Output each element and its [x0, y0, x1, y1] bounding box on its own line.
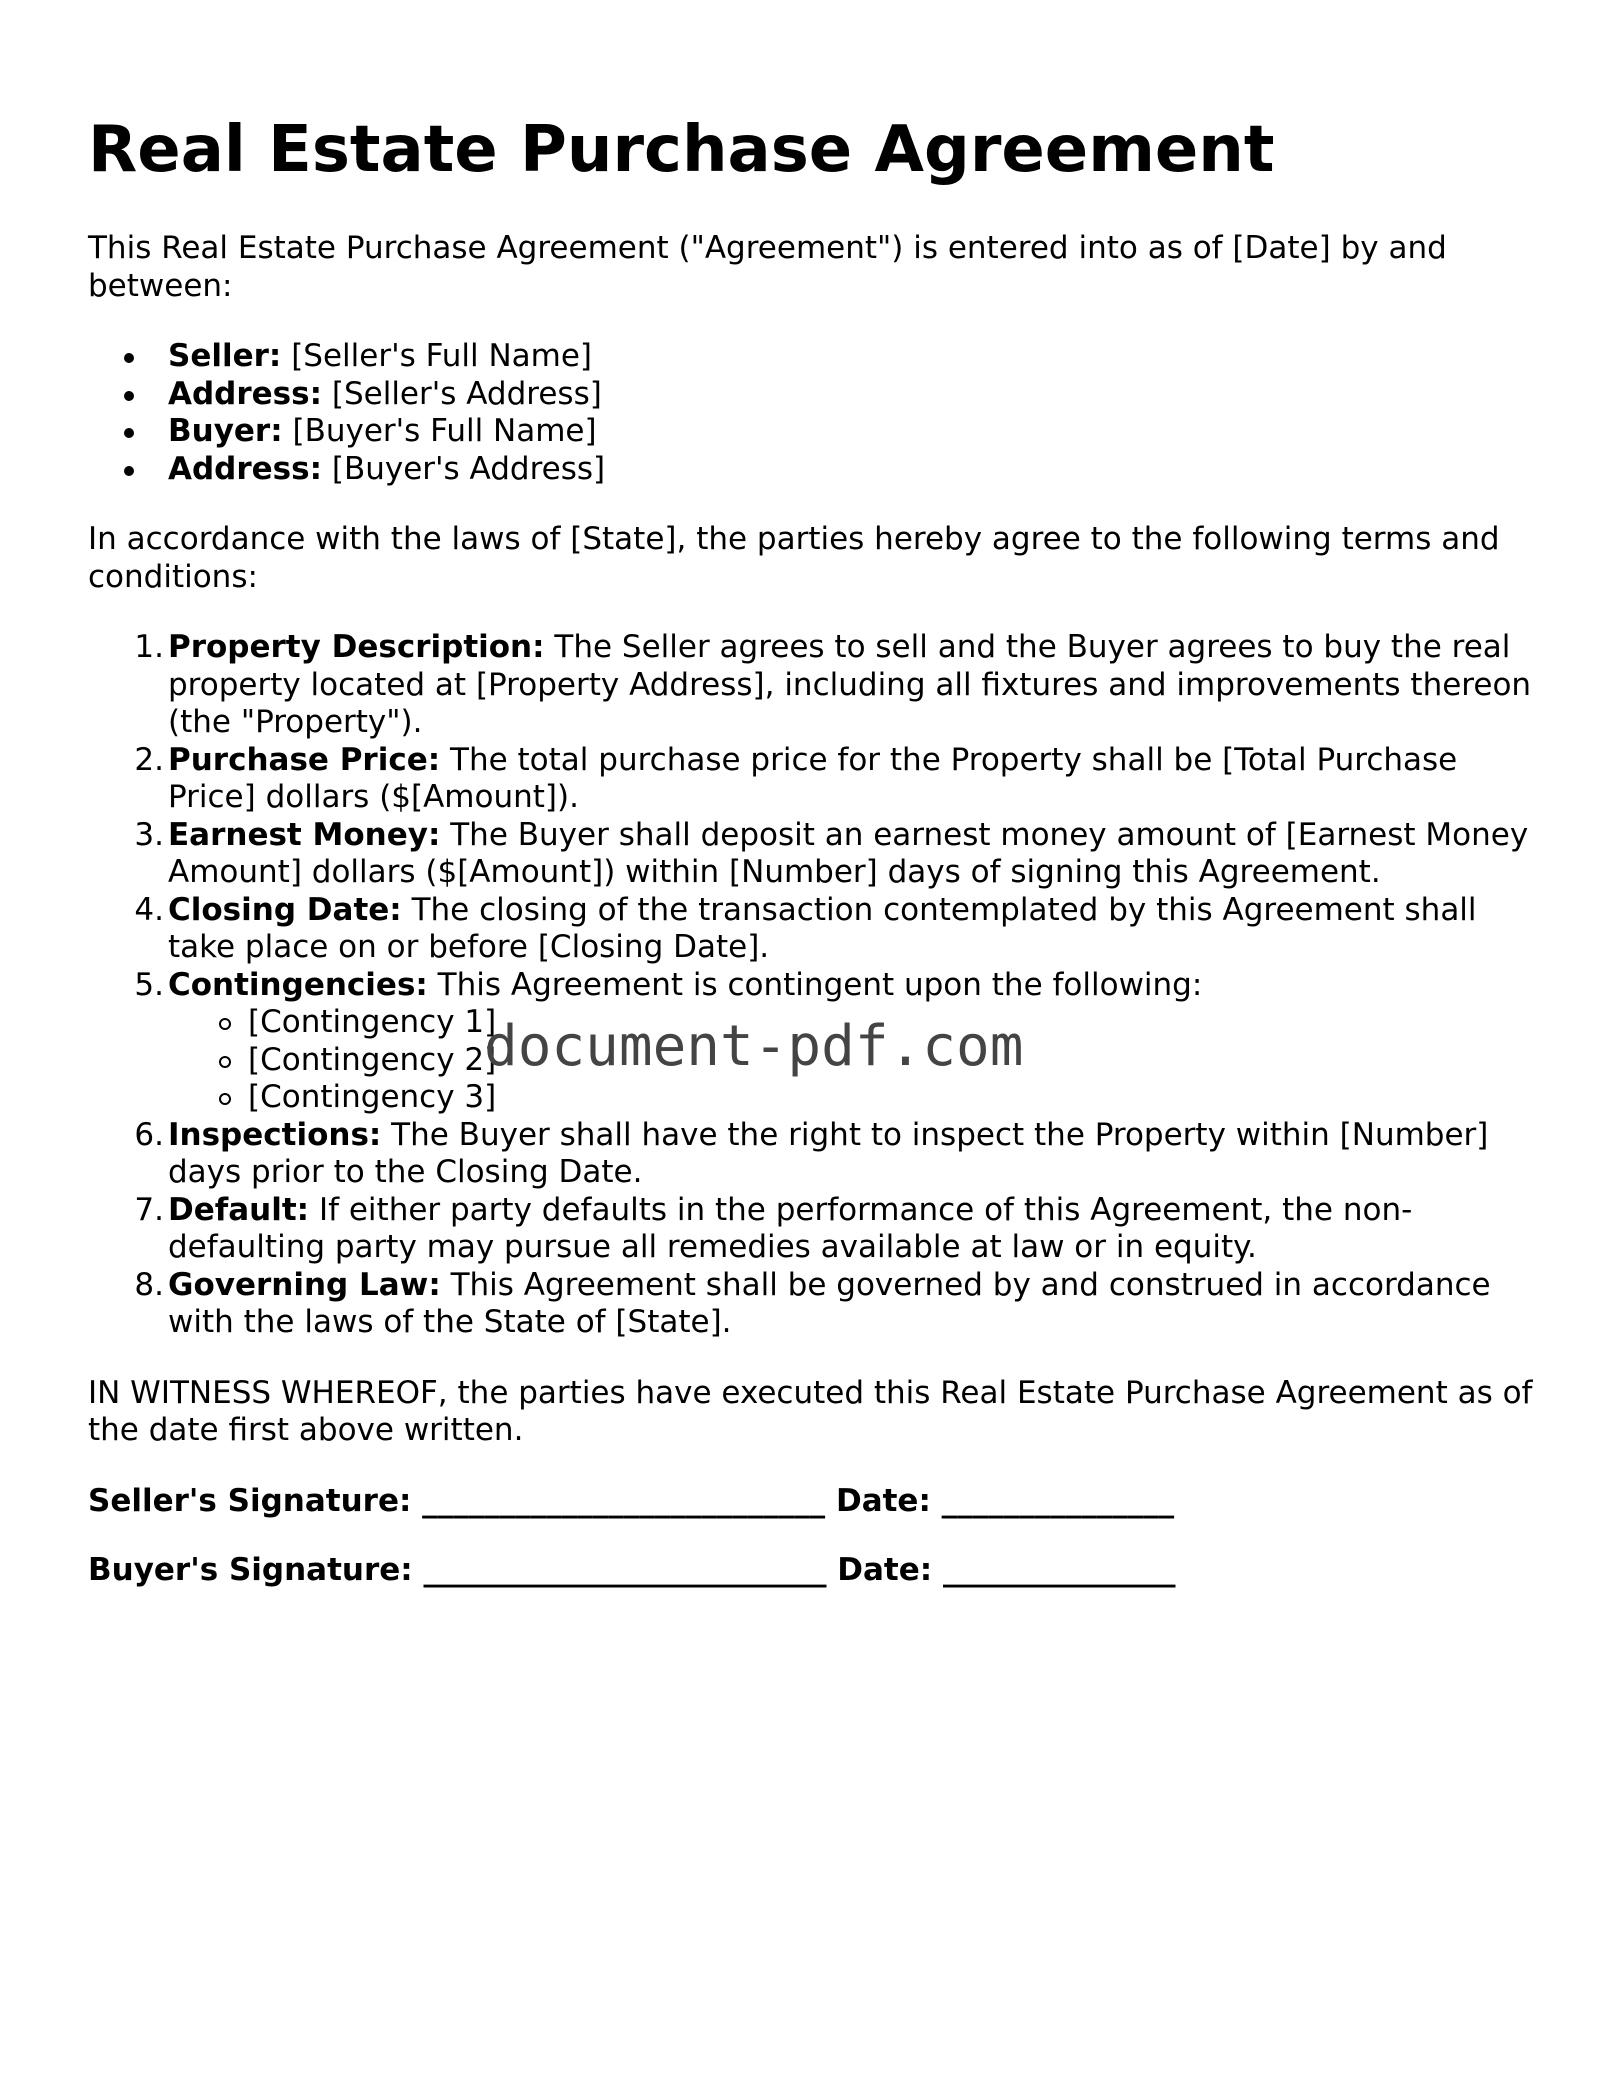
term-label: Property Description:: [168, 629, 545, 665]
party-label: Address:: [168, 450, 322, 487]
term-number: 8.: [134, 1266, 164, 1303]
term-text: This Agreement is contingent upon the following:: [437, 966, 1203, 1003]
party-label: Buyer:: [168, 413, 283, 449]
term-number: 2.: [134, 741, 164, 778]
buyer-signature-line: Buyer's Signature: __________________________ Date: _______________: [88, 1552, 1176, 1588]
party-value: [Seller's Address]: [331, 375, 602, 412]
law-intro-paragraph: In accordance with the laws of [State], the parties hereby agree to the following terms and conditions:: [88, 521, 1500, 595]
contingency-item: [Contingency 1]: [248, 1004, 1548, 1042]
witness-paragraph: IN WITNESS WHEREOF, the parties have executed this Real Estate Purchase Agreement as of the date first above written.: [88, 1374, 1533, 1448]
party-label: Address:: [168, 375, 322, 412]
contingency-item: [Contingency 2]: [248, 1042, 1548, 1080]
document-title: Real Estate Purchase Agreement: [88, 113, 1275, 187]
term-label: Default:: [168, 1191, 310, 1228]
term-label: Closing Date:: [168, 891, 402, 928]
watermark-text: document-pdf.com: [484, 1014, 1024, 1079]
term-item: [134, 1266, 1548, 1342]
document-page: [88, 0, 1548, 1590]
term-number: 5.: [134, 966, 164, 1003]
term-text: The total purchase price for the Property shall be [Total Purchase Price] dollars ($[Amount]).: [168, 741, 1458, 815]
term-text: The Seller agrees to sell and the Buyer agrees to buy the real property located at [Property Address], including all fixtures and improvements thereon (the "Property").: [168, 629, 1532, 740]
seller-signature-line: Seller's Signature: __________________________ Date: _______________: [88, 1482, 1175, 1519]
term-item: [134, 629, 1548, 742]
list-item: [168, 413, 1548, 451]
term-number: 1.: [134, 629, 164, 665]
list-item: [168, 338, 1548, 376]
term-label: Inspections:: [168, 1116, 382, 1153]
term-text: This Agreement shall be governed by and construed in accordance with the laws of the State of [State].: [168, 1266, 1491, 1340]
term-item: [134, 1191, 1548, 1267]
term-text: The Buyer shall have the right to inspect the Property within [Number] days prior to the Closing Date.: [168, 1116, 1489, 1190]
contingency-item: [Contingency 3]: [248, 1079, 1548, 1117]
term-text: The closing of the transaction contemplated by this Agreement shall take place on or before [Closing Date].: [168, 891, 1477, 965]
term-label: Earnest Money:: [168, 816, 441, 853]
term-number: 3.: [134, 816, 164, 853]
party-value: [Buyer's Full Name]: [292, 413, 597, 449]
parties-list: [88, 338, 1548, 488]
term-label: Governing Law:: [168, 1266, 441, 1303]
intro-paragraph: This Real Estate Purchase Agreement ("Agreement") is entered into as of [Date] by and between:: [88, 230, 1447, 304]
term-number: 4.: [134, 891, 164, 928]
terms-list: [88, 629, 1548, 1342]
list-item: [168, 376, 1548, 414]
term-item: [134, 1116, 1548, 1192]
party-value: [Buyer's Address]: [331, 450, 606, 487]
list-item: [168, 451, 1548, 489]
party-label: Seller:: [168, 338, 282, 374]
term-item: [134, 816, 1548, 892]
term-label: Purchase Price:: [168, 741, 441, 778]
term-item: [134, 891, 1548, 967]
term-label: Contingencies:: [168, 966, 428, 1003]
term-text: The Buyer shall deposit an earnest money amount of [Earnest Money Amount] dollars ($[Amount]) within [Number] days of signing this Agreement.: [168, 816, 1529, 890]
term-text: If either party defaults in the performance of this Agreement, the non-defaulting party may pursue all remedies available at law or in equity.: [168, 1191, 1413, 1265]
term-item: [134, 741, 1548, 817]
party-value: [Seller's Full Name]: [291, 338, 593, 374]
term-number: 6.: [134, 1116, 164, 1153]
term-number: 7.: [134, 1191, 164, 1228]
